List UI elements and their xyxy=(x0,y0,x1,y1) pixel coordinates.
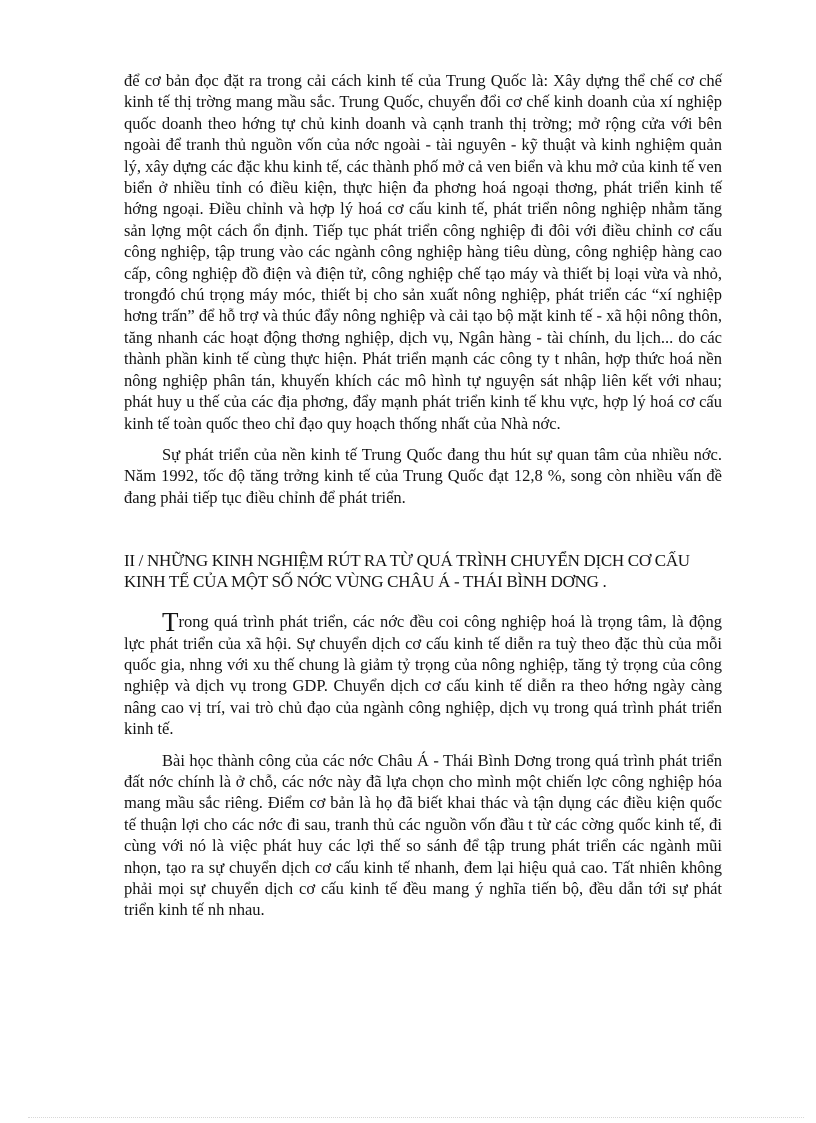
body-paragraph-2: Sự phát triển của nền kinh tế Trung Quốc đang thu hút sự quan tâm của nhiều nớc. Năm 1992, tốc độ tăng trởng kinh tế của Trung Quốc đạt 12,8 %, song còn nhiều vấn đề đang phải tiếp tục điều chỉnh để phát triển. xyxy=(124,444,722,507)
body-paragraph-3 xyxy=(124,608,722,739)
drop-cap-letter: T xyxy=(162,607,179,638)
body-paragraph-3-text: rong quá trình phát triển, các nớc đều coi công nghiệp hoá là trọng tâm, là động lực phát triển của xã hội. Sự chuyển dịch cơ cấu kinh tế diễn ra tuỳ theo đặc thù của mỗi quốc gia, nhng với xu thế chung là giảm tỷ trọng của nông nghiệp, tăng tỷ trọng của công nghiệp và dịch vụ trong GDP. Chuyển dịch cơ cấu kinh tế diễn ra theo hớng ngày càng nâng cao vị trí, vai trò chủ đạo của ngành công nghiệp, dịch vụ trong quá trình phát triển kinh tế. xyxy=(124,612,722,739)
page-bottom-rule xyxy=(28,1117,804,1118)
body-paragraph-1: để cơ bản đọc đặt ra trong cải cách kinh tế của Trung Quốc là: Xây dựng thể chế cơ chế kinh tế thị trờng mang mầu sắc. Trung Quốc, chuyển đổi cơ chế kinh doanh của xí nghiệp quốc doanh theo hớng tự chủ kinh doanh và cạnh tranh thị trờng; mở rộng cửa với bên ngoài để tranh thủ nguồn vốn của nớc ngoài - tài nguyên - kỹ thuật và kinh nghiệm quản lý, xây dựng các đặc khu kinh tế, các thành phố mở cả ven biển và khu mở của kinh tế ven biển ở nhiều tỉnh có điều kiện, thực hiện đa phơng hoá ngoại thơng, phát triển kinh tế hớng ngoại. Điều chỉnh và hợp lý hoá cơ cấu kinh tế, phát triển nông nghiệp nhằm tăng sản lợng một cách ổn định. Tiếp tục phát triển công nghiệp đi đôi với điều chỉnh cơ cấu công nghiệp, tập trung vào các ngành công nghiệp hàng tiêu dùng, công nghiệp hàng cao cấp, công nghiệp đồ điện và điện tử, công nghiệp chế tạo máy và thiết bị loại vừa và nhỏ, trongđó chú trọng máy móc, thiết bị cho sản xuất nông nghiệp, phát triển các “xí nghiệp hơng trấn” để hỗ trợ và thúc đẩy nông nghiệp và cải tạo bộ mặt kinh tế - xã hội nông thôn, tăng nhanh các hoạt động thơng nghiệp, dịch vụ, Ngân hàng - tài chính, du lịch... do các thành phần kinh tế cùng thực hiện. Phát triển mạnh các công ty t nhân, hợp thức hoá nền nông nghiệp phân tán, khuyến khích các mô hình tự nguyện sát nhập liên kết với nhau; phát huy u thế của các địa phơng, đẩy mạnh phát triển kinh tế khu vực, hợp lý hoá cơ cấu kinh tế toàn quốc theo chỉ đạo quy hoạch thống nhất của Nhà nớc. xyxy=(124,71,722,433)
document-page xyxy=(124,70,722,921)
section-heading: II / NHỮNG KINH NGHIỆM RÚT RA TỪ QUÁ TRÌNH CHUYỂN DỊCH CƠ CẤU KINH TẾ CỦA MỘT SỐ NỚC VÙNG CHÂU Á - THÁI BÌNH DƠNG . xyxy=(124,551,690,592)
body-paragraph-4: Bài học thành công của các nớc Châu Á - Thái Bình Dơng trong quá trình phát triển đất nớc chính là ở chỗ, các nớc này đã lựa chọn cho mình một chiến lợc công nghiệp hóa mang mầu sắc riêng. Điểm cơ bản là họ đã biết khai thác và tận dụng các điều kiện quốc tế thuận lợi cho các nớc đi sau, tranh thủ các nguồn vốn đầu t từ các cờng quốc kinh tế, đi cùng với nó là việc phát huy các lợi thế so sánh để tập trung phát triển các ngành mũi nhọn, tạo ra sự chuyển dịch cơ cấu kinh tế nhanh, đem lại hiệu quả cao. Tất nhiên không phải mọi sự chuyển dịch cơ cấu kinh tế đều mang ý nghĩa tiến bộ, đều dẫn tới sự phát triển kinh tế nh nhau. xyxy=(124,750,722,920)
